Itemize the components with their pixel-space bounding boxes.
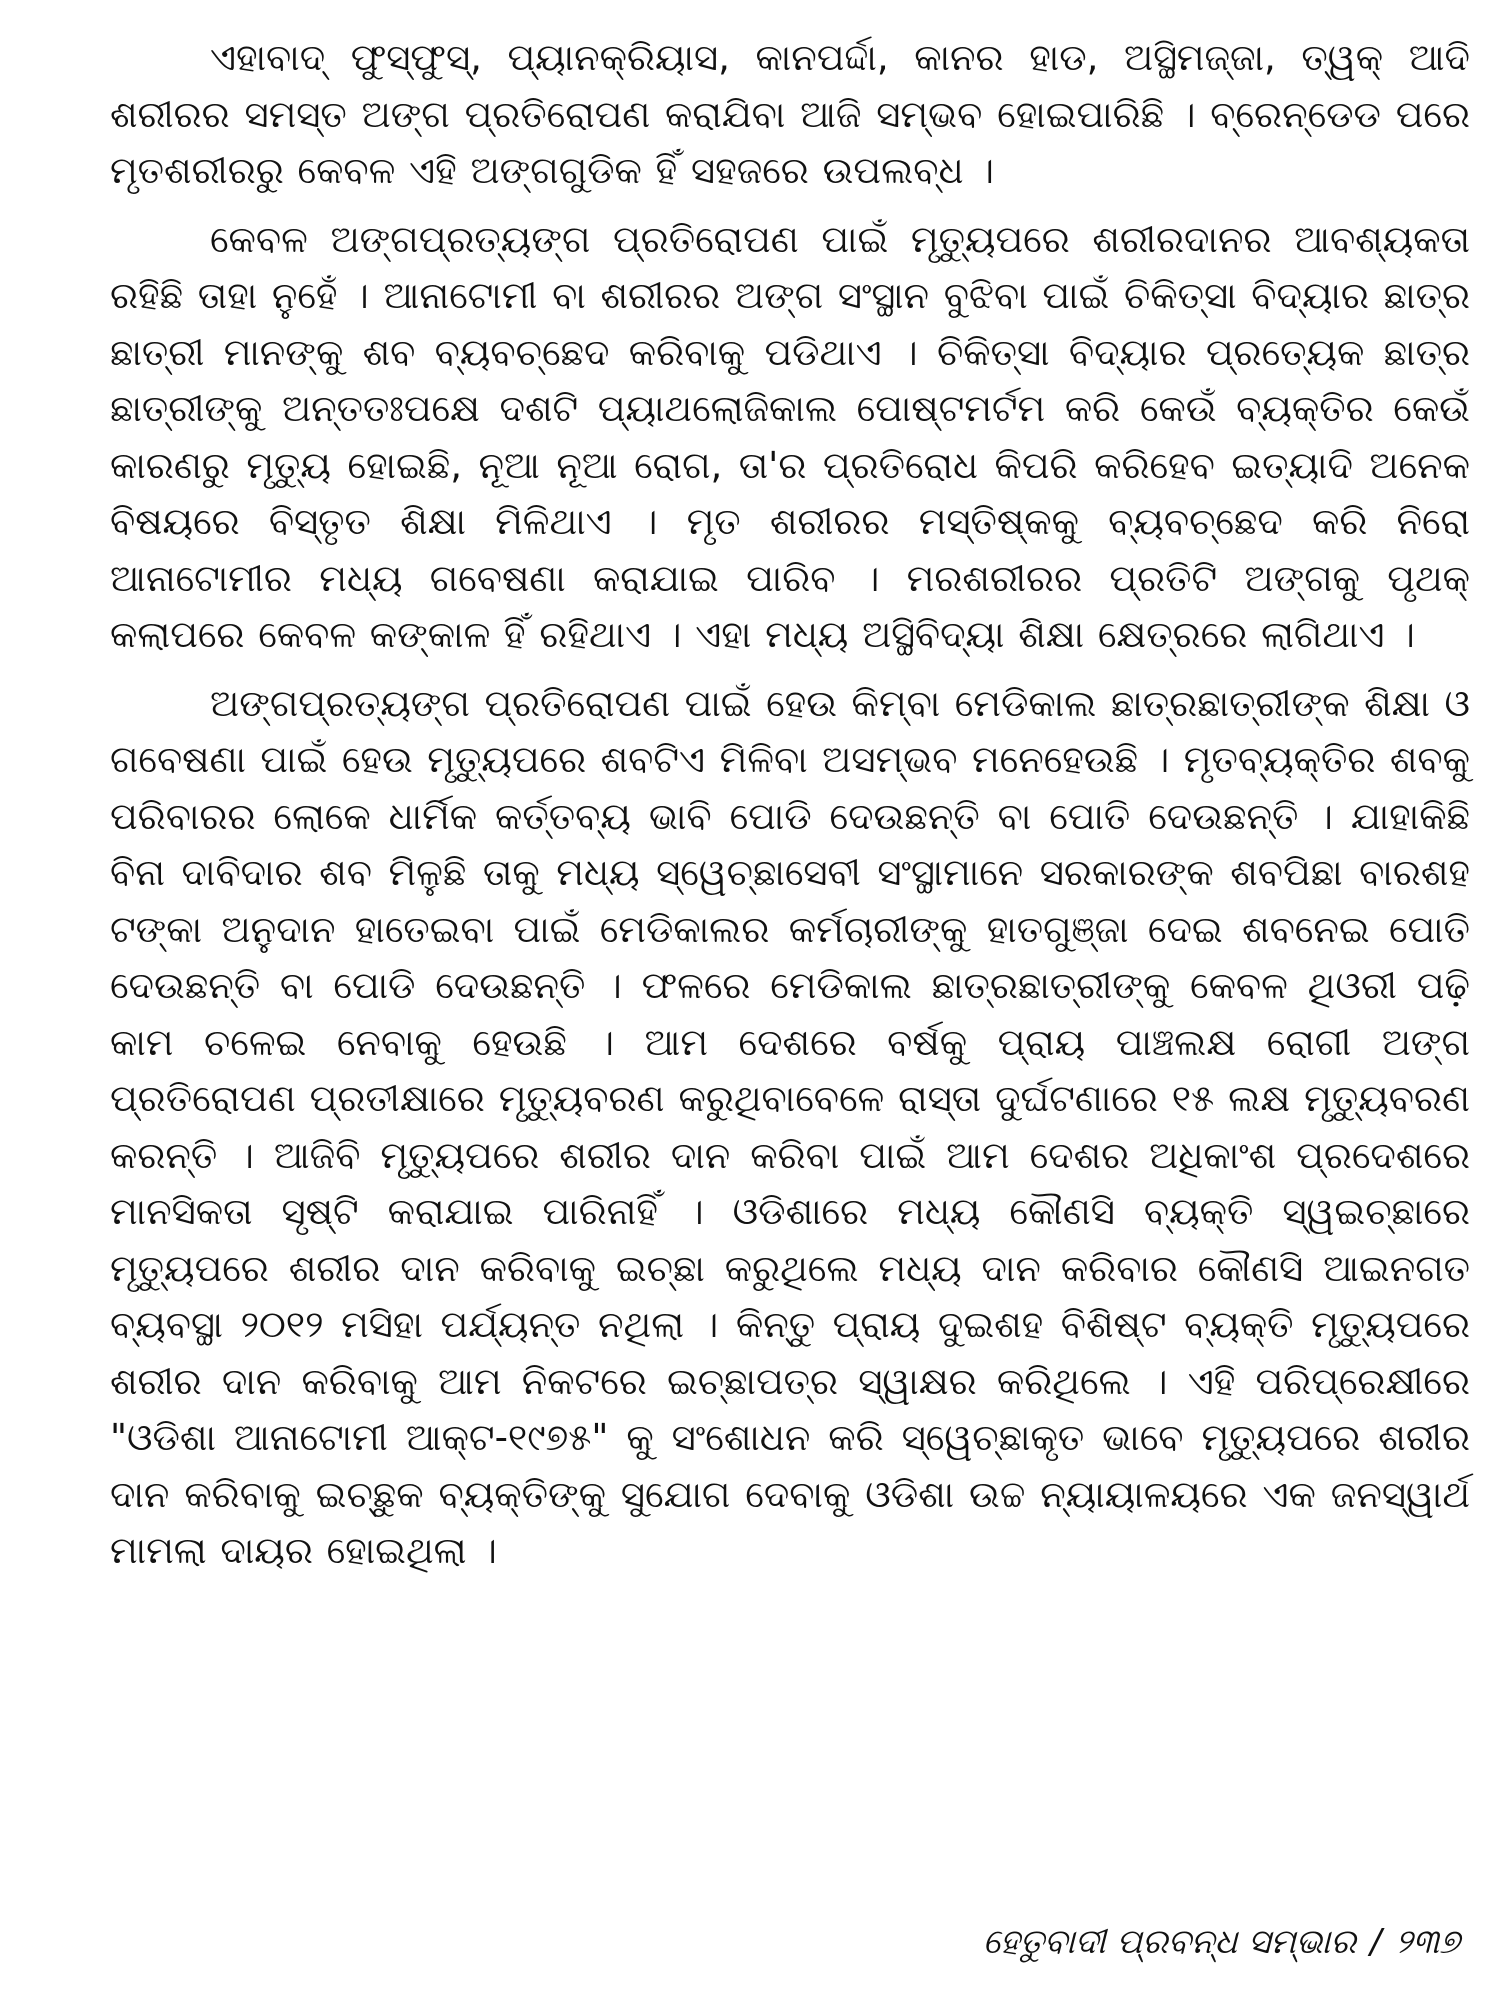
paragraph-3: ଅଙ୍ଗପ୍ରତ୍ୟଙ୍ଗ ପ୍ରତିରୋପଣ ପାଇଁ ହେଉ କିମ୍ବା ମେଡିକାଲ ଛାତ୍ରଛାତ୍ରୀଙ୍କ ଶିକ୍ଷା ଓ ଗବେଷଣା ପାଇଁ ହେଉ ମୃତ୍ୟୁପରେ ଶବଟିଏ ମିଳିବା ଅସମ୍ଭବ ମନେହେଉଛି । ମୃତବ୍ୟକ୍ତିର ଶବକୁ ପରିବାରର ଲୋକେ ଧାର୍ମିକ କର୍ତ୍ତବ୍ୟ ଭାବି ପୋଡି ଦେଉଛନ୍ତି ବା ପୋତି ଦେଉଛନ୍ତି । ଯାହାକିଛି ବିନା ଦାବିଦାର ଶବ ମିଳୁଛି ତାକୁ ମଧ୍ୟ ସ୍ୱେଚ୍ଛାସେବୀ ସଂସ୍ଥାମାନେ ସରକାରଙ୍କ ଶବପିଛା ବାରଶହ ଟଙ୍କା ଅନୁଦାନ ହାତେଇବା ପାଇଁ ମେଡିକାଲର କର୍ମଚାରୀଙ୍କୁ ହାତଗୁଞ୍ଜା ଦେଇ ଶବନେଇ ପୋତି ଦେଉଛନ୍ତି ବା ପୋଡି ଦେଉଛନ୍ତି । ଫଳରେ ମେଡିକାଲ ଛାତ୍ରଛାତ୍ରୀଙ୍କୁ କେବଳ ଥିଓରୀ ପଢ଼ି କାମ ଚଳେଇ ନେବାକୁ ହେଉଛି । ଆମ ଦେଶରେ ବର୍ଷକୁ ପ୍ରାୟ ପାଞ୍ଚଲକ୍ଷ ରୋଗୀ ଅଙ୍ଗ ପ୍ରତିରୋପଣ ପ୍ରତୀକ୍ଷାରେ ମୃତ୍ୟୁବରଣ କରୁଥିବାବେଳେ ରାସ୍ତା ଦୁର୍ଘଟଣାରେ ୧୫ ଲକ୍ଷ ମୃତ୍ୟୁବରଣ କରନ୍ତି । ଆଜିବି ମୃତ୍ୟୁପରେ ଶରୀର ଦାନ କରିବା ପାଇଁ ଆମ ଦେଶର ଅଧିକାଂଶ ପ୍ରଦେଶରେ ମାନସିକତା ସୃଷ୍ଟି କରାଯାଇ ପାରିନାହିଁ । ଓଡିଶାରେ ମଧ୍ୟ କୌଣସି ବ୍ୟକ୍ତି ସ୍ୱଇଚ୍ଛାରେ ମୃତ୍ୟୁପରେ ଶରୀର ଦାନ କରିବାକୁ ଇଚ୍ଛା କରୁଥିଲେ ମଧ୍ୟ ଦାନ କରିବାର କୌଣସି ଆଇନଗତ ବ୍ୟବସ୍ଥା ୨୦୧୨ ମସିହା ପର୍ଯ୍ୟନ୍ତ ନଥିଲା । କିନ୍ତୁ ପ୍ରାୟ ଦୁଇଶହ ବିଶିଷ୍ଟ ବ୍ୟକ୍ତି ମୃତ୍ୟୁପରେ ଶରୀର ଦାନ କରିବାକୁ ଆମ ନିକଟରେ ଇଚ୍ଛାପତ୍ର ସ୍ୱାକ୍ଷର କରିଥିଲେ । ଏହି ପରିପ୍ରେକ୍ଷୀରେ "ଓଡିଶା ଆନାଟୋମୀ ଆକ୍ଟ-୧୯୭୫" କୁ ସଂଶୋଧନ କରି ସ୍ୱେଚ୍ଛାକୃତ ଭାବେ ମୃତ୍ୟୁପରେ ଶରୀର ଦାନ କରିବାକୁ ଇଚ୍ଛୁକ ବ୍ୟକ୍ତିଙ୍କୁ ସୁଯୋଗ ଦେବାକୁ ଓଡିଶା ଉଚ୍ଚ ନ୍ୟାୟାଳୟରେ ଏକ ଜନସ୍ୱାର୍ଥ ମାମଲା ଦାୟର ହୋଇଥିଲା ।	[110, 681, 1470, 1572]
footer-page-number: ୨୩୭	[1395, 1922, 1460, 1962]
paragraph-1: ଏହାବାଦ୍ ଫୁସ୍‌ଫୁସ୍, ପ୍ୟାନକ୍ରିୟାସ, କାନପର୍ଦ୍ଦା, କାନର ହାଡ, ଅସ୍ଥିମଜ୍ଜା, ତ୍ୱକ୍ ଆଦି ଶରୀରର ସମସ୍ତ ଅଙ୍ଗ ପ୍ରତିରୋପଣ କରାଯିବା ଆଜି ସମ୍ଭବ ହୋଇପାରିଛି । ବ୍ରେନ୍‌ଡେଡ ପରେ ମୃତଶରୀରରୁ କେବଳ ଏହି ଅଙ୍ଗଗୁଡିକ ହିଁ ସହଜରେ ଉପଲବ୍ଧ ।	[110, 36, 1470, 192]
footer-separator: /	[1370, 1922, 1382, 1962]
footer-book-title: ହେତୁବାଦୀ ପ୍ରବନ୍ଧ ସମ୍ଭାର	[982, 1922, 1357, 1962]
body-text	[110, 30, 1470, 1580]
page-footer	[983, 1922, 1460, 1962]
paragraph-2: କେବଳ ଅଙ୍ଗପ୍ରତ୍ୟଙ୍ଗ ପ୍ରତିରୋପଣ ପାଇଁ ମୃତ୍ୟୁପରେ ଶରୀରଦାନର ଆବଶ୍ୟକତା ରହିଛି ତାହା ନୁହେଁ । ଆନାଟୋମୀ ବା ଶରୀରର ଅଙ୍ଗ ସଂସ୍ଥାନ ବୁଝିବା ପାଇଁ ଚିକିତ୍ସା ବିଦ୍ୟାର ଛାତ୍ର ଛାତ୍ରୀ ମାନଙ୍କୁ ଶବ ବ୍ୟବଚ୍ଛେଦ କରିବାକୁ ପଡିଥାଏ । ଚିକିତ୍ସା ବିଦ୍ୟାର ପ୍ରତ୍ୟେକ ଛାତ୍ର ଛାତ୍ରୀଙ୍କୁ ଅନ୍ତତଃପକ୍ଷେ ଦଶଟି ପ୍ୟାଥଲୋଜିକାଲ ପୋଷ୍ଟମର୍ଟମ କରି କେଉଁ ବ୍ୟକ୍ତିର କେଉଁ କାରଣରୁ ମୃତ୍ୟୁ ହୋଇଛି, ନୂଆ ନୂଆ ରୋଗ, ତା'ର ପ୍ରତିରୋଧ କିପରି କରିହେବ ଇତ୍ୟାଦି ଅନେକ ବିଷୟରେ ବିସ୍ତୃତ ଶିକ୍ଷା ମିଳିଥାଏ । ମୃତ ଶରୀରର ମସ୍ତିଷ୍କକୁ ବ୍ୟବଚ୍ଛେଦ କରି ନିରୋ ଆନାଟୋମୀର ମଧ୍ୟ ଗବେଷଣା କରାଯାଇ ପାରିବ । ମରଶରୀରର ପ୍ରତିଟି ଅଙ୍ଗକୁ ପୃଥକ୍ କଲାପରେ କେବଳ କଙ୍କାଳ ହିଁ ରହିଥାଏ । ଏହା ମଧ୍ୟ ଅସ୍ଥିବିଦ୍ୟା ଶିକ୍ଷା କ୍ଷେତ୍ରରେ ଲାଗିଥାଏ ।	[110, 217, 1470, 656]
